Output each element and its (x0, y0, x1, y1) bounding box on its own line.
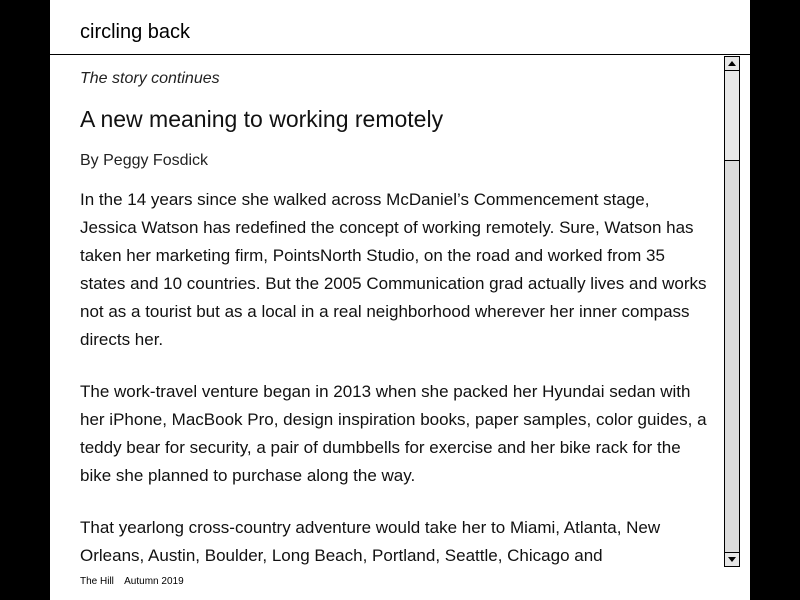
scroll-down-button[interactable] (725, 552, 739, 566)
article-byline: By Peggy Fosdick (80, 152, 209, 169)
article-content[interactable] (50, 56, 724, 568)
footer-issue: Autumn 2019 (124, 576, 184, 587)
arrow-down-icon (725, 553, 739, 566)
arrow-up-icon (725, 57, 739, 70)
article-kicker: The story continues (80, 70, 220, 87)
article-body (80, 186, 710, 568)
scroll-up-button[interactable] (725, 57, 739, 71)
header (50, 0, 750, 55)
vertical-scrollbar[interactable] (724, 56, 740, 567)
footer-publication: The Hill (80, 576, 114, 587)
article-paragraph: The work-travel venture began in 2013 when she packed her Hyundai sedan with her iPhone, MacBook Pro, design inspiration books, paper samples, color guides, a teddy bear for security, a pair of dumbbells for exercise and her bike rack for the bike she planned to purchase along the way. (80, 382, 707, 485)
page-footer (80, 576, 192, 587)
article-paragraph: In the 14 years since she walked across McDaniel’s Commencement stage, Jessica Watson has redefined the concept of working remotely. Sure, Watson has taken her marketing firm, PointsNorth Studio, on the road and worked from 35 states and 10 countries. But the 2005 Communication grad actually lives and works not as a tourist but as a local in a real neighborhood wherever her inner compass directs her. (80, 190, 707, 349)
article-headline: A new meaning to working remotely (80, 106, 444, 132)
header-title: circling back (80, 21, 191, 43)
page (50, 0, 750, 600)
article-paragraph: That yearlong cross-country adventure would take her to Miami, Atlanta, New Orleans, Austin, Boulder, Long Beach, Portland, Seattle, Chicago and (80, 518, 661, 565)
scroll-thumb[interactable] (725, 71, 739, 161)
